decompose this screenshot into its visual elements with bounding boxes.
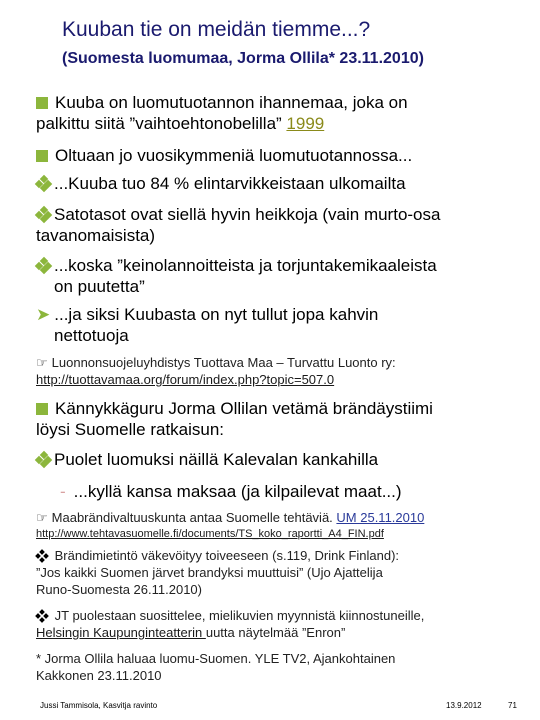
diamond-bullet-icon bbox=[36, 550, 48, 562]
diamond-bullet-icon bbox=[36, 610, 48, 622]
square-bullet-icon bbox=[36, 97, 48, 109]
bullet-7-cont: löysi Suomelle ratkaisun: bbox=[36, 420, 225, 439]
source-1: ☞ Luonnonsuojeluyhdistys Tuottava Maa – Turvattu Luonto ry: bbox=[36, 355, 396, 370]
pointing-hand-icon: ☞ bbox=[36, 510, 48, 525]
bullet-6-cont: nettotuoja bbox=[54, 326, 129, 345]
footer-page-number: 71 bbox=[508, 701, 517, 710]
diamond-bullet-icon bbox=[36, 258, 51, 273]
bullet-1-cont: palkittu siitä ”vaihtoehtonobelilla” 1999 bbox=[36, 114, 325, 133]
bullet-1: Kuuba on luomutuotannon ihannemaa, joka on bbox=[36, 92, 408, 113]
bullet-5-cont: on puutetta” bbox=[54, 277, 145, 296]
source-2-ref[interactable]: UM 25.11.2010 bbox=[336, 510, 425, 525]
source-1-url[interactable]: http://tuottavamaa.org/forum/index.php?topic=507.0 bbox=[36, 372, 335, 387]
bullet-6: ➤ ...ja siksi Kuubasta on nyt tullut jopa kahvin bbox=[36, 305, 379, 324]
arrow-bullet-icon: ➤ bbox=[36, 305, 51, 324]
source-2: ☞ Maabrändivaltuuskunta antaa Suomelle tehtäviä. UM 25.11.2010 bbox=[36, 510, 425, 525]
bullet-9: - ...kyllä kansa maksaa (ja kilpailevat maat...) bbox=[60, 482, 402, 501]
note-1-line-2: ”Jos kaikki Suomen järvet brandyksi muuttuisi” (Ujo Ajattelija bbox=[36, 565, 383, 580]
bullet-5: ...koska ”keinolannoitteista ja torjuntakemikaaleista bbox=[36, 255, 437, 276]
source-1-url-row bbox=[36, 372, 334, 388]
note-3-line-2: Kakkonen 23.11.2010 bbox=[36, 668, 162, 683]
note-3: * Jorma Ollila haluaa luomu-Suomen. YLE TV2, Ajankohtainen bbox=[36, 651, 396, 666]
slide-title: Kuuban tie on meidän tiemme...? bbox=[62, 18, 371, 41]
bullet-8: Puolet luomuksi näillä Kalevalan kankahilla bbox=[36, 449, 378, 470]
diamond-bullet-icon bbox=[36, 452, 51, 467]
theatre-link[interactable]: Helsingin Kaupunginteatterin bbox=[36, 625, 206, 640]
square-bullet-icon bbox=[36, 150, 48, 162]
bullet-7: Kännykkäguru Jorma Ollilan vetämä brändäystiimi bbox=[36, 398, 433, 419]
footer-author: Jussi Tammisola, Kasvitja ravinto bbox=[40, 701, 158, 710]
note-1: Brändimietintö väkevöityy toiveeseen (s.119, Drink Finland): bbox=[36, 548, 399, 564]
pointing-hand-icon: ☞ bbox=[36, 355, 48, 370]
bullet-4: Satotasot ovat siellä hyvin heikkoja (vain murto-osa bbox=[36, 204, 440, 225]
source-2-url-row bbox=[36, 527, 384, 541]
slide-subtitle: (Suomesta luomumaa, Jorma Ollila* 23.11.2010) bbox=[62, 50, 424, 67]
note-1-line-3: Runo-Suomesta 26.11.2010) bbox=[36, 582, 202, 597]
dash-bullet-icon: - bbox=[60, 482, 66, 501]
footer-date: 13.9.2012 bbox=[446, 701, 482, 710]
diamond-bullet-icon bbox=[36, 176, 51, 191]
bullet-2: Oltuaan jo vuosikymmeniä luomutuotannossa... bbox=[36, 145, 412, 166]
bullet-3: ...Kuuba tuo 84 % elintarvikkeistaan ulkomailta bbox=[36, 173, 406, 194]
square-bullet-icon bbox=[36, 403, 48, 415]
note-2-line-2: Helsingin Kaupunginteatterin uutta näytelmää ”Enron” bbox=[36, 625, 346, 640]
bullet-4-cont: tavanomaisista) bbox=[36, 226, 156, 245]
year-link[interactable]: 1999 bbox=[286, 114, 325, 133]
source-2-url[interactable]: http://www.tehtavasuomelle.fi/documents/TS_koko_raportti_A4_FIN.pdf bbox=[36, 528, 384, 540]
diamond-bullet-icon bbox=[36, 207, 51, 222]
note-2: JT puolestaan suosittelee, mielikuvien myynnistä kiinnostuneille, bbox=[36, 608, 424, 624]
